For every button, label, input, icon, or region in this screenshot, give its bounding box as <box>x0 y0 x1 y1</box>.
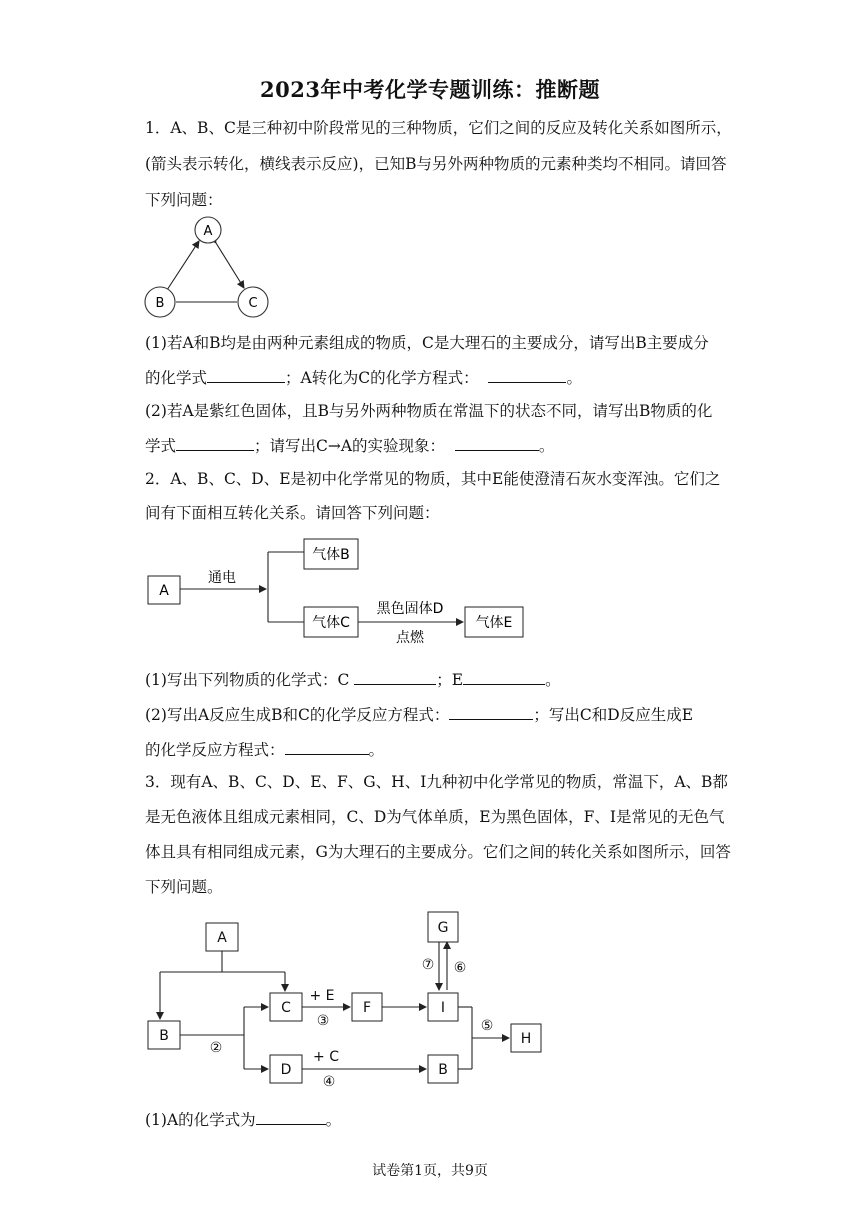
q2-box-a-label: A <box>159 583 169 599</box>
q1-stem-line-3: 下列问题： <box>145 191 223 209</box>
q3-stem-line-3: 体且具有相同组成元素，G为大理石的主要成分。它们之间的转化关系如图所示，回答 <box>145 843 731 861</box>
q3-stem-line-4: 下列问题。 <box>145 878 223 896</box>
q1-part2-text-c: 。 <box>538 437 555 455</box>
q2-part2-text-b: ；写出C和D反应生成E <box>533 706 694 724</box>
q1-part1-text-b: ；A转化为C的化学方程式： <box>285 369 479 387</box>
q3-part1-text-a: (1)A的化学式为 <box>145 1111 256 1129</box>
q3-box-g-label: G <box>437 920 449 936</box>
q3-box-b1-label: B <box>159 1028 169 1044</box>
page-title: 2023年中考化学专题训练：推断题 <box>260 77 600 102</box>
q3-stem-line-2: 是无色液体且组成元素相同，C、D为气体单质，E为黑色固体，F、I是常见的无色气 <box>145 808 725 826</box>
q3-part1-text-b: 。 <box>325 1111 342 1129</box>
q1-part2-line-1: (2)若A是紫红色固体，且B与另外两种物质在常温下的状态不同，请写出B物质的化 <box>145 402 713 420</box>
q1-part1-line-1: (1)若A和B均是由两种元素组成的物质，C是大理石的主要成分，请写出B主要成分 <box>145 334 709 352</box>
q3-label-step-7: ⑦ <box>421 957 435 973</box>
q2-part1-text-c: 。 <box>545 671 561 689</box>
q1-stem-line-1: 1．A、B、C是三种初中阶段常见的三种物质，它们之间的反应及转化关系如图所示， <box>145 119 732 137</box>
q2-stem-line-2: 间有下面相互转化关系。请回答下列问题： <box>145 504 440 522</box>
q3-box-b2-label: B <box>438 1062 448 1078</box>
q1-node-b-label: B <box>155 296 165 311</box>
q3-label-step-6: ⑥ <box>453 960 467 976</box>
q3-label-step-5: ⑤ <box>480 1018 494 1034</box>
q1-stem-line-2: (箭头表示转化，横线表示反应)，已知B与另外两种物质的元素种类均不相同。请回答 <box>145 155 727 173</box>
q1-part1-text-a: 的化学式 <box>145 369 208 387</box>
q2-label-electrolysis: 通电 <box>208 570 236 586</box>
q1-part2-text-a: 学式 <box>145 437 177 455</box>
q3-label-step-2: ② <box>209 1040 223 1056</box>
q2-label-black-solid-d: 黑色固体D <box>376 601 444 617</box>
q3-box-f-label: F <box>362 1000 372 1016</box>
q2-box-gas-c-label: 气体C <box>312 615 350 631</box>
q3-box-a-label: A <box>217 930 227 946</box>
answer-blank-q3-1[interactable] <box>256 1110 326 1125</box>
q3-box-c-label: C <box>281 1000 291 1016</box>
q2-part1-text-b: ；E <box>436 671 464 689</box>
q2-box-gas-b-label: 气体B <box>312 547 350 563</box>
page-footer: 试卷第1页，共9页 <box>372 1163 488 1179</box>
q2-box-gas-e-label: 气体E <box>475 615 513 631</box>
q2-part2-text-a: (2)写出A反应生成B和C的化学反应方程式： <box>145 706 450 724</box>
q2-part1-text-a: (1)写出下列物质的化学式：C <box>145 671 350 689</box>
q1-part2-text-b: ；请写出C→A的实验现象： <box>254 437 446 455</box>
q3-label-plus-c: + C <box>313 1049 339 1065</box>
q3-label-step-4: ④ <box>322 1074 336 1090</box>
q3-label-plus-e: + E <box>309 988 335 1004</box>
q2-stem-line-1: 2．A、B、C、D、E是初中化学常见的物质，其中E能使澄清石灰水变浑浊。它们之 <box>145 470 721 488</box>
q1-node-c-label: C <box>248 296 258 311</box>
q3-part1-line <box>145 1110 341 1130</box>
q2-part2-text-d: 。 <box>368 741 385 759</box>
q2-part2-text-c: 的化学反应方程式： <box>145 741 285 759</box>
q1-part1-text-c: 。 <box>566 369 582 387</box>
q3-box-i-label: I <box>440 1000 446 1016</box>
q2-label-ignite: 点燃 <box>396 630 424 646</box>
q3-label-step-3: ③ <box>316 1013 330 1029</box>
q3-box-d-label: D <box>280 1062 292 1078</box>
q1-node-a-label: A <box>203 224 213 239</box>
q3-stem-line-1: 3．现有A、B、C、D、E、F、G、H、I九种初中化学常见的物质，常温下，A、B都 <box>145 773 728 791</box>
q3-box-h-label: H <box>520 1031 532 1047</box>
